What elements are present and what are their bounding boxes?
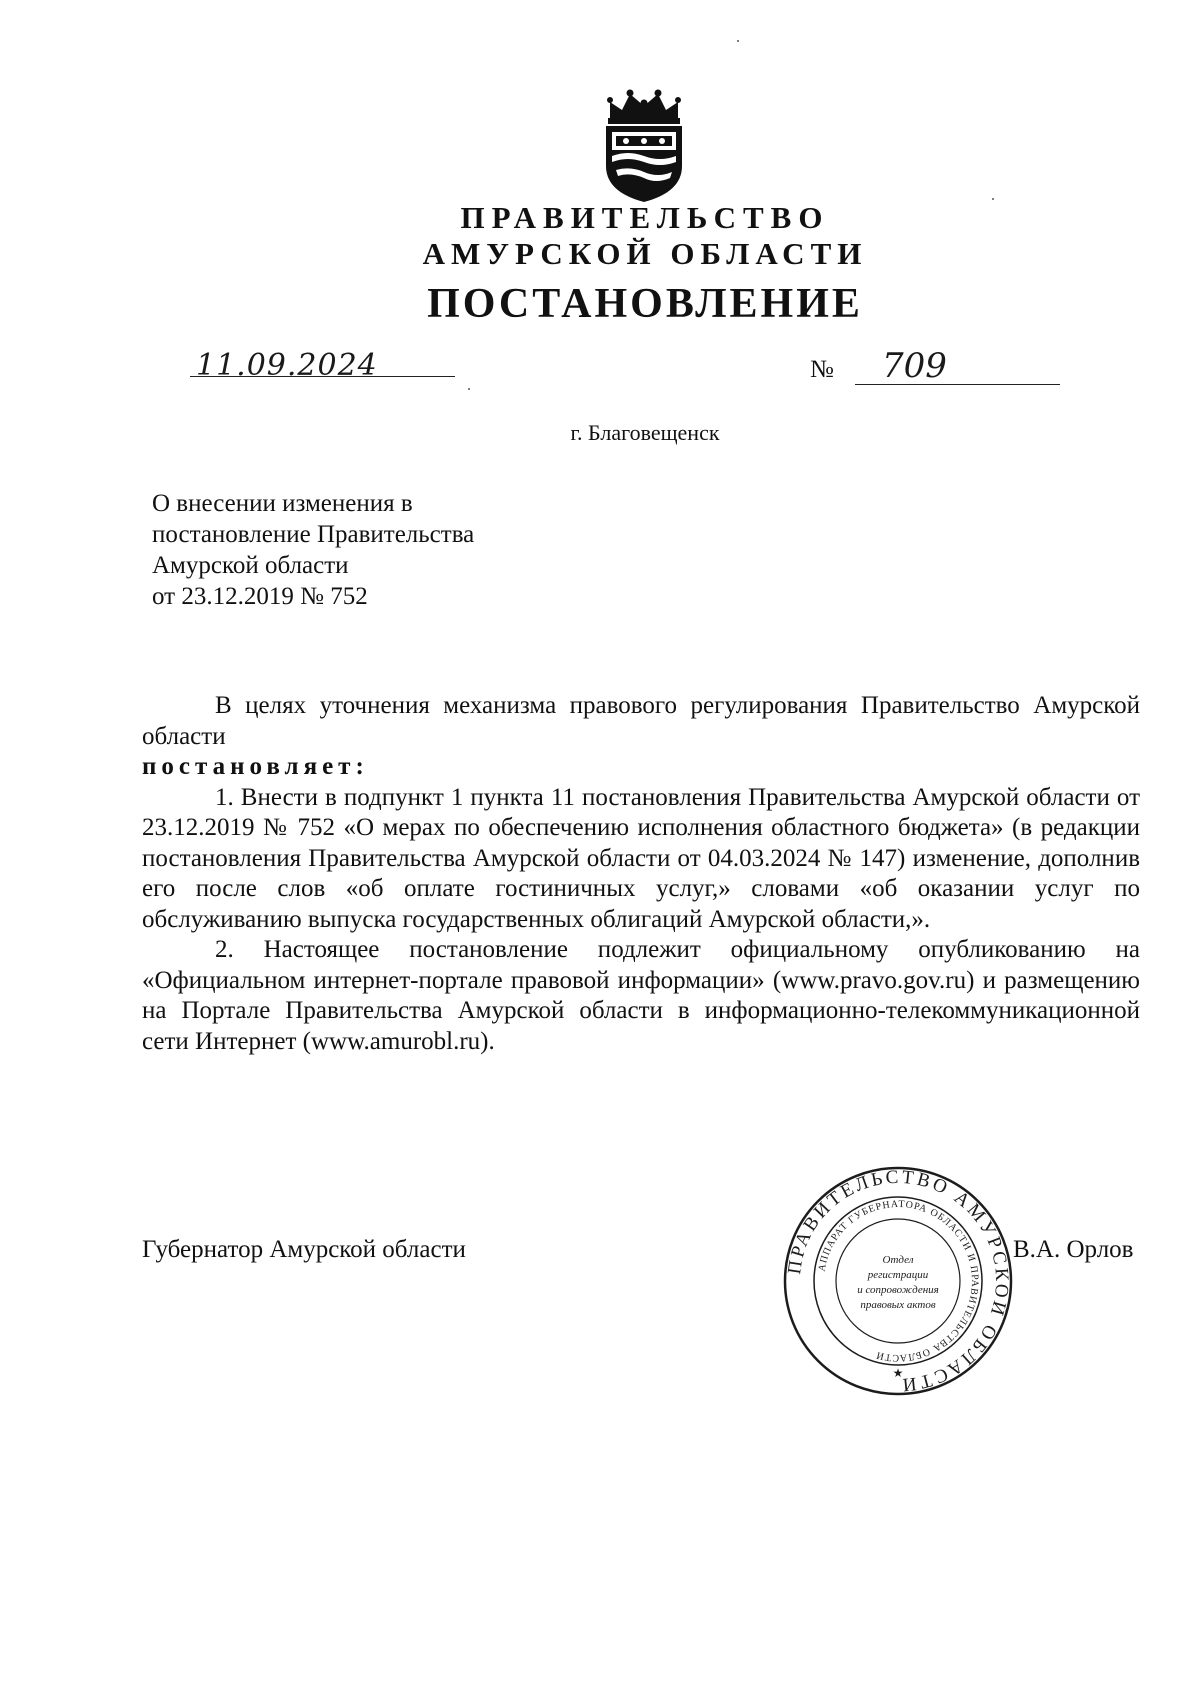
date-underline [190, 376, 455, 377]
handwritten-number: 709 [882, 346, 947, 386]
official-seal-stamp [782, 1165, 1014, 1397]
seal-center-line: регистрации [867, 1269, 929, 1281]
signatory-title: Губернатор Амурской области [142, 1236, 466, 1263]
item-1-paragraph: 1. Внести в подпункт 1 пункта 11 постановления Правительства Амурской области от 23.12.2019 № 752 «О мерах по обеспечению исполнения областного бюджета» (в редакции постановления Правительства Амурской области от 04.03.2024 № 147) изменение, дополнив его после слов «об оплате гостиничных услуг,» словами «об оказании услуг по обслуживанию выпуска государственных облигаций Амурской области,». [142, 783, 1140, 933]
subject-line: от 23.12.2019 № 752 [152, 583, 368, 610]
resolves-keyword: постановляет: [142, 753, 369, 780]
seal-inner-text: АППАРАТ ГУБЕРНАТОРА ОБЛАСТИ И ПРАВИТЕЛЬСТВА ОБЛАСТИ [816, 1198, 981, 1364]
document-body [142, 691, 1140, 1057]
handwritten-date: 11.09.2024 [196, 348, 378, 383]
subject-line: постановление Правительства [152, 521, 475, 548]
subject-line: Амурской области [152, 552, 349, 579]
government-heading: ПРАВИТЕЛЬСТВО [460, 200, 830, 235]
scan-speck [737, 40, 739, 42]
intro-paragraph: В целях уточнения механизма правового регулирования Правительство Амурской области [142, 692, 1140, 750]
seal-center-line: и сопровождения [857, 1284, 939, 1296]
scan-speck [468, 388, 470, 390]
document-subject [152, 488, 672, 612]
seal-center-line: правовых актов [860, 1299, 936, 1311]
region-heading: АМУРСКОЙ ОБЛАСТИ [422, 236, 868, 271]
seal-star-icon: ★ [892, 1366, 904, 1380]
scan-speck [992, 198, 994, 200]
seal-center-line: Отдел [882, 1254, 914, 1266]
document-type-heading: ПОСТАНОВЛЕНИЕ [427, 281, 863, 327]
signatory-name: В.А. Орлов [1013, 1236, 1134, 1263]
city-line: г. Благовещенск [570, 420, 720, 445]
amur-region-coat-of-arms-icon [596, 88, 692, 204]
seal-outer-text: ПРАВИТЕЛЬСТВО АМУРСКОЙ ОБЛАСТИ [784, 1166, 1013, 1396]
number-sign: № [810, 356, 834, 383]
number-underline [855, 384, 1060, 385]
item-2-paragraph: 2. Настоящее постановление подлежит официальному опубликованию на «Официальном интернет-портале правовой информации» (www.pravo.gov.ru) и размещению на Портале Правительства Амурской области в информационно-телекоммуникационной сети Интернет (www.amurobl.ru). [142, 936, 1140, 1055]
subject-line: О внесении изменения в [152, 490, 413, 517]
